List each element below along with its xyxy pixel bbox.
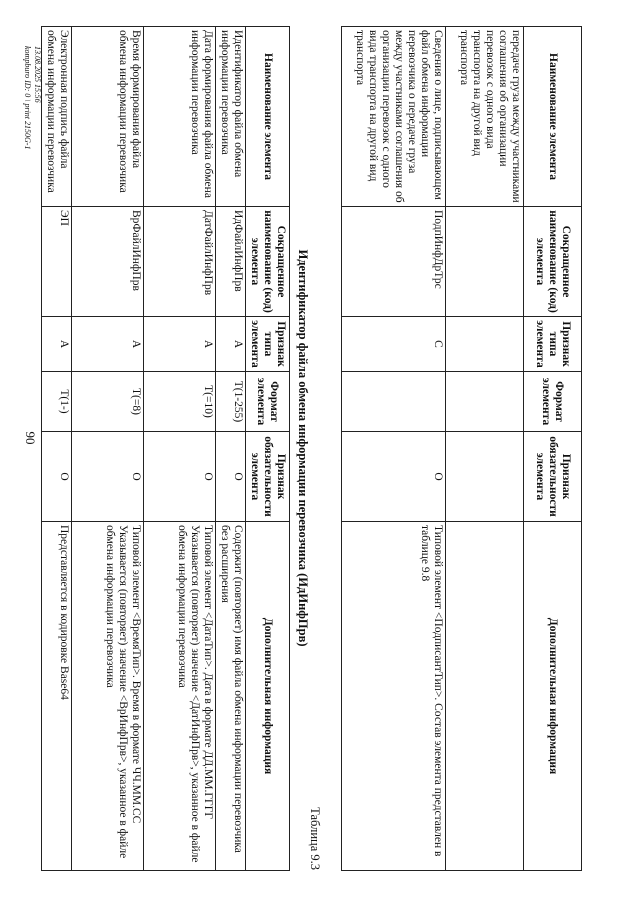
table-cell: О [72, 432, 144, 522]
header-cell: Признак обязательности элемента [524, 432, 582, 522]
table-cell: Сведения о лице, подписывающем файл обмена информации перевозчика о передаче груза между участниками соглашения об организации перевозок с одного вида транспорта на другой вид транспорта [342, 27, 446, 207]
table-cell [446, 522, 524, 871]
table-cell: Типовой элемент <ПодписантТип>. Состав элемента представлен в таблице 9.8 [342, 522, 446, 871]
table-cell: О [144, 432, 216, 522]
table-cell: А [72, 317, 144, 372]
table-row [342, 27, 446, 871]
print-footer [22, 46, 42, 149]
footer-timestamp: 13.08.2025 15:56 [33, 46, 42, 103]
header-cell: Сокращенное наименование (код) элемента [524, 207, 582, 317]
table-cell [342, 372, 446, 432]
header-cell: Признак обязательности элемента [246, 432, 290, 522]
table-cell: Содержит (повторяет) имя файла обмена информации перевозчика без расширения [216, 522, 246, 871]
table-cell: ПодпИнфДрТрс [342, 207, 446, 317]
table-cell [446, 372, 524, 432]
table-cell: Типовой элемент <ДатаТип>. Дата в формате ДД.ММ.ГГГГ Указывается (повторяет) значение <ДатИнфПрв>, указанное в файле обмена информации перевозчика [144, 522, 216, 871]
table-title: Идентификатор файла обмена информации перевозчика (ИдИнфПрв) [296, 249, 310, 647]
table-cell: Типовой элемент <ВремяТип>. Время в формате ЧЧ.ММ.СС Указывается (повторяет) значение <ВрИнфПрв>, указанное в файле обмена информации перевозчика [72, 522, 144, 871]
header-cell: Дополнительная информация [524, 522, 582, 871]
table-cell: ДатФайлИнфПрв [144, 207, 216, 317]
header-cell: Наименование элемента [246, 27, 290, 207]
table-cell [446, 207, 524, 317]
table-cell: Дата формирования файла обмена информации перевозчика [144, 27, 216, 207]
table-cell: Т(1-) [42, 372, 72, 432]
table-continuation [341, 26, 582, 871]
table-cell: О [342, 432, 446, 522]
table-cell: передаче груза между участниками соглашения об организации перевозок с одного вида транспорта на другой вид транспорта [446, 27, 524, 207]
table-cell: Идентификатор файла обмена информации перевозчика [216, 27, 246, 207]
header-cell: Признак типа элемента [524, 317, 582, 372]
table-cell: Представляется в кодировке Base64 [42, 522, 72, 871]
table-number: Таблица 9.3 [308, 807, 322, 870]
page-number: 90 [23, 431, 38, 445]
table-cell: А [216, 317, 246, 372]
table-header-row [246, 27, 290, 871]
footer-printer-id: kompburo ID: 0 \ print 2150G-1 [23, 46, 32, 150]
table-cell [446, 432, 524, 522]
header-cell: Наименование элемента [524, 27, 582, 207]
table-cell: А [144, 317, 216, 372]
header-cell: Признак типа элемента [246, 317, 290, 372]
table-row [42, 27, 72, 871]
table-cell: С [342, 317, 446, 372]
header-cell: Сокращенное наименование (код) элемента [246, 207, 290, 317]
header-cell: Формат элемента [246, 372, 290, 432]
table-cell: Т(=10) [144, 372, 216, 432]
table-cell: ИдФайлИнфПрв [216, 207, 246, 317]
table-cell: Электронная подпись файла обмена информации перевозчика [42, 27, 72, 207]
table-cell [446, 317, 524, 372]
table-cell: ВрФайлИнфПрв [72, 207, 144, 317]
table-cell: О [216, 432, 246, 522]
table-row [216, 27, 246, 871]
header-cell: Формат элемента [524, 372, 582, 432]
header-cell: Дополнительная информация [246, 522, 290, 871]
table-cell: О [42, 432, 72, 522]
table-cell: ЭП [42, 207, 72, 317]
table-cell: А [42, 317, 72, 372]
table-cell: Время формирования файла обмена информации перевозчика [72, 27, 144, 207]
table-row [446, 27, 524, 871]
table-row [144, 27, 216, 871]
table-header-row [524, 27, 582, 871]
table-identifier [41, 26, 290, 871]
table-cell: Т(1-255) [216, 372, 246, 432]
table-cell: Т(=8) [72, 372, 144, 432]
table-row [72, 27, 144, 871]
